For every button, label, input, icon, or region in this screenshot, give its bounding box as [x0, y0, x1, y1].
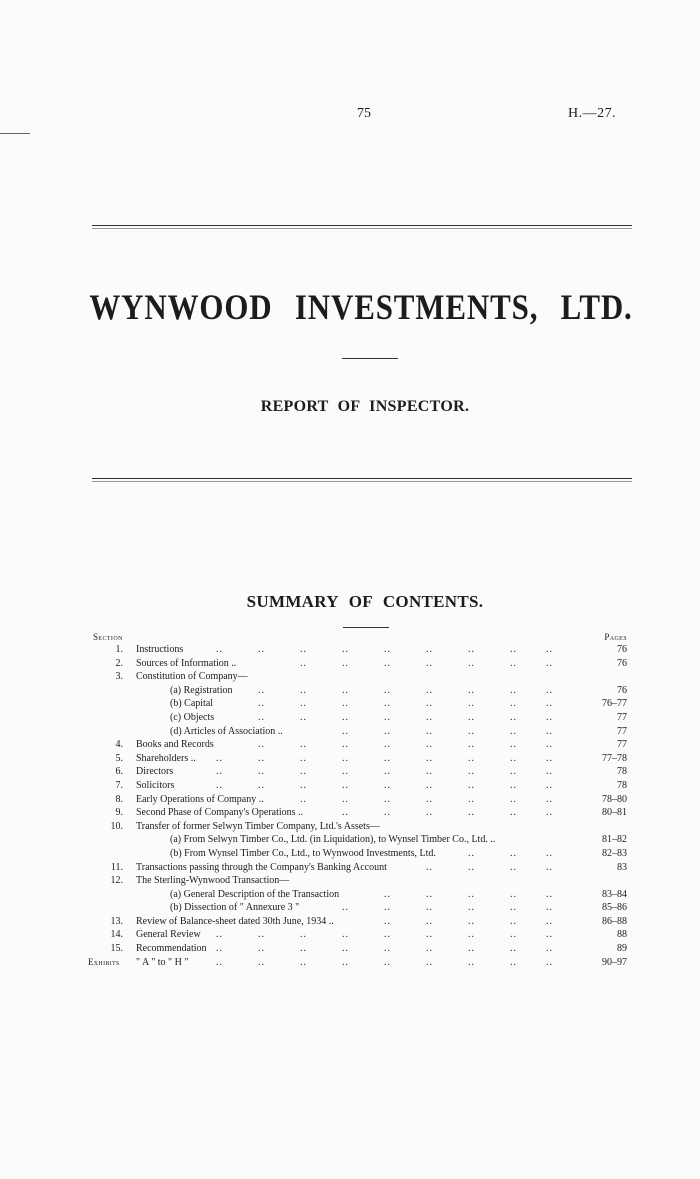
table-row: [0, 765, 700, 779]
leader-dots: .. .. .. .. ..: [384, 888, 553, 900]
section-number: 7.: [115, 779, 123, 791]
table-row: [0, 820, 700, 834]
page-reference: 77: [617, 739, 627, 751]
table-row: [0, 670, 700, 684]
section-label: General Review: [136, 929, 201, 941]
table-row: [0, 888, 700, 902]
section-label: (d) Articles of Association ..: [170, 725, 283, 737]
section-number: 3.: [115, 671, 123, 683]
summary-title: SUMMARY OF CONTENTS.: [246, 592, 484, 611]
leader-dots: .. .. .. .. .. .. .. .. ..: [216, 956, 553, 968]
page-reference: 76: [617, 684, 627, 696]
table-row: [0, 738, 700, 752]
table-row: [0, 711, 700, 725]
section-label: (a) From Selwyn Timber Co., Ltd. (in Liquidation), to Wynsel Timber Co., Ltd. ..: [170, 834, 496, 846]
table-row: [0, 874, 700, 888]
section-label: " A " to " H ": [136, 956, 189, 968]
leader-dots: .. .. ..: [468, 847, 553, 859]
section-label: (a) Registration: [170, 684, 233, 696]
section-label: (a) General Description of the Transaction: [170, 888, 340, 900]
table-row: [0, 793, 700, 807]
section-number: 4.: [115, 739, 123, 751]
section-number: 10.: [110, 820, 123, 832]
summary-divider: [343, 627, 389, 628]
page-reference: 78: [617, 766, 627, 778]
leader-dots: .. .. .. .. .. .. .. .. ..: [216, 644, 553, 655]
table-row: [0, 901, 700, 915]
section-number: 5.: [115, 752, 123, 764]
table-row: [0, 779, 700, 793]
section-number: 12.: [110, 875, 123, 887]
section-number: 1.: [115, 644, 123, 655]
table-row: [0, 915, 700, 929]
section-number: 13.: [110, 915, 123, 927]
section-label: Shareholders ..: [136, 752, 196, 764]
table-row: [0, 928, 700, 942]
section-number: 8.: [115, 793, 123, 805]
pages-column-header: Pages: [604, 632, 627, 642]
leader-dots: .. .. .. .. .. .. .. .. ..: [216, 929, 553, 941]
page-reference: 80–81: [602, 807, 627, 819]
table-row: [0, 833, 700, 847]
leader-dots: .. .. .. .. .. .. .. .. ..: [216, 766, 553, 778]
leader-dots: .. .. .. .. .. .. .. .. ..: [216, 943, 553, 955]
leader-dots: .. .. .. .. .. .. ..: [300, 657, 553, 669]
leader-dots: .. .. .. .. .. ..: [342, 807, 553, 819]
leader-dots: .. .. .. .. .. .. .. ..: [258, 698, 553, 710]
page-reference: 88: [617, 929, 627, 941]
section-number: 15.: [110, 943, 123, 955]
section-number: 6.: [115, 766, 123, 778]
section-label: Constitution of Company—: [136, 671, 248, 683]
section-label: Sources of Information ..: [136, 657, 237, 669]
table-row: [0, 684, 700, 698]
table-row: [0, 725, 700, 739]
section-label: Books and Records: [136, 739, 214, 751]
page-reference: 77: [617, 725, 627, 737]
section-label: (b) From Wynsel Timber Co., Ltd., to Wynwood Investments, Ltd.: [170, 847, 436, 859]
section-label: Recommendation: [136, 943, 207, 955]
section-number: 2.: [115, 657, 123, 669]
section-label: (b) Capital: [170, 698, 214, 710]
section-label: The Sterling-Wynwood Transaction—: [136, 875, 290, 887]
page-number: 75: [357, 106, 371, 121]
section-number: 11.: [110, 861, 123, 873]
page-subtitle: REPORT OF INSPECTOR.: [260, 398, 470, 415]
leader-dots: .. .. .. .. .. ..: [342, 902, 553, 914]
table-row: [0, 861, 700, 875]
section-label: Directors: [136, 766, 174, 778]
table-row: [0, 942, 700, 956]
middle-rule: [92, 478, 632, 479]
page-reference: 77–78: [602, 752, 627, 764]
leader-dots: .. .. .. .. .. .. .. .. ..: [216, 752, 553, 764]
leader-dots: .. .. .. .. .. ..: [342, 725, 553, 737]
top-rule: [92, 225, 632, 226]
page-reference: 81–82: [602, 834, 627, 846]
document-code: H.—27.: [568, 106, 617, 121]
section-label: Transfer of former Selwyn Timber Company, Ltd.'s Assets—: [136, 820, 380, 832]
section-label: Transactions passing through the Company's Banking Account: [136, 861, 387, 873]
leader-dots: .. .. .. .. .. .. .. .. ..: [216, 779, 553, 791]
page-reference: 76: [617, 657, 627, 669]
middle-rule-thin: [92, 481, 632, 482]
page-reference: 76: [617, 644, 627, 655]
top-rule-thin: [92, 228, 632, 229]
page-reference: 83: [617, 861, 627, 873]
page-title: WYNWOOD INVESTMENTS, LTD.: [89, 287, 633, 327]
page-reference: 76–77: [602, 698, 627, 710]
table-row: [0, 956, 700, 970]
section-label: Solicitors: [136, 779, 175, 791]
section-label: Instructions: [136, 644, 184, 655]
title-divider: [342, 358, 398, 359]
page-reference: 83–84: [602, 888, 627, 900]
leader-dots: .. .. .. .. ..: [384, 915, 553, 927]
table-row: [0, 847, 700, 861]
leader-dots: .. .. .. .. .. .. ..: [300, 793, 553, 805]
leader-dots: .. .. .. ..: [426, 861, 553, 873]
table-row: [0, 752, 700, 766]
leader-dots: .. .. .. .. .. .. .. ..: [258, 739, 553, 751]
margin-mark: [0, 133, 30, 134]
leader-dots: .. .. .. .. .. .. .. ..: [258, 711, 553, 723]
table-row: [0, 806, 700, 820]
leader-dots: .. .. .. .. .. .. .. ..: [258, 684, 553, 696]
section-number: Exhibits: [88, 956, 120, 967]
page-reference: 89: [617, 943, 627, 955]
section-label: Early Operations of Company ..: [136, 793, 264, 805]
table-row: [0, 697, 700, 711]
page-reference: 86–88: [602, 915, 627, 927]
contents-list: [0, 643, 700, 969]
section-label: (c) Objects: [170, 711, 215, 723]
section-label: Second Phase of Company's Operations ..: [136, 807, 304, 819]
section-column-header: Section: [93, 632, 123, 642]
section-number: 9.: [115, 807, 123, 819]
table-row: [0, 657, 700, 671]
section-label: (b) Dissection of " Annexure 3 ": [170, 902, 300, 914]
page-reference: 90–97: [602, 956, 627, 968]
page-reference: 78–80: [602, 793, 627, 805]
page-reference: 85–86: [602, 902, 627, 914]
page-reference: 78: [617, 779, 627, 791]
table-row: [0, 643, 700, 657]
section-number: 14.: [110, 929, 123, 941]
section-label: Review of Balance-sheet dated 30th June, 1934 ..: [136, 915, 334, 927]
page-reference: 77: [617, 711, 627, 723]
page-reference: 82–83: [602, 847, 627, 859]
